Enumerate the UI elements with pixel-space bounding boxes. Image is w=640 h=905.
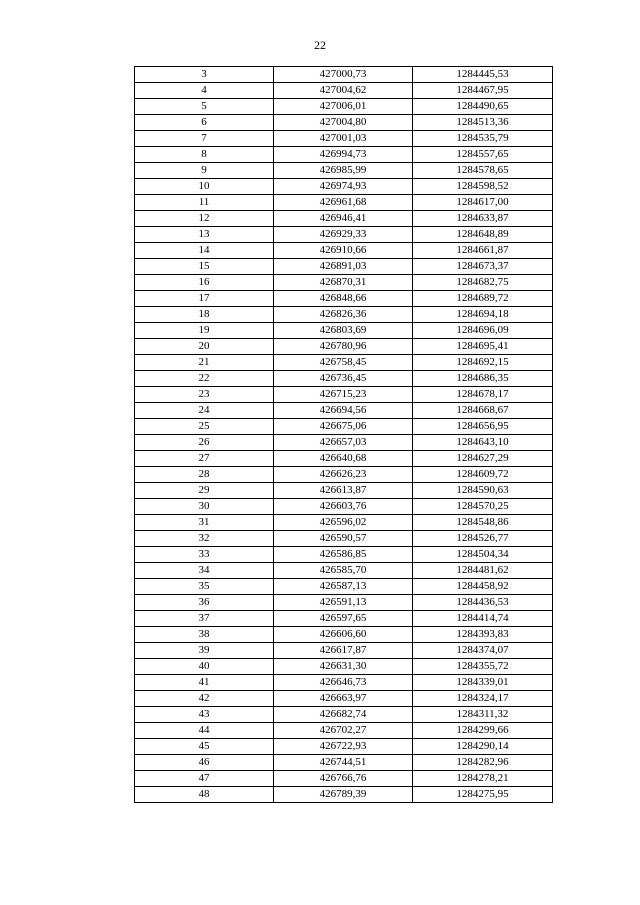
- x-coordinate-cell: 426606,60: [274, 627, 413, 643]
- table-row: [135, 627, 553, 643]
- y-coordinate-cell: 1284275,95: [413, 787, 553, 803]
- x-coordinate-cell: 426826,36: [274, 307, 413, 323]
- y-coordinate-cell: 1284656,95: [413, 419, 553, 435]
- x-coordinate-cell: 426675,06: [274, 419, 413, 435]
- x-coordinate-cell: 426663,97: [274, 691, 413, 707]
- point-number-cell: 10: [135, 179, 274, 195]
- x-coordinate-cell: 426587,13: [274, 579, 413, 595]
- x-coordinate-cell: 426722,93: [274, 739, 413, 755]
- point-number-cell: 46: [135, 755, 274, 771]
- y-coordinate-cell: 1284557,65: [413, 147, 553, 163]
- table-row: [135, 691, 553, 707]
- x-coordinate-cell: 426910,66: [274, 243, 413, 259]
- x-coordinate-cell: 426985,99: [274, 163, 413, 179]
- point-number-cell: 29: [135, 483, 274, 499]
- point-number-cell: 7: [135, 131, 274, 147]
- table-row: [135, 195, 553, 211]
- point-number-cell: 19: [135, 323, 274, 339]
- y-coordinate-cell: 1284668,67: [413, 403, 553, 419]
- x-coordinate-cell: 427004,62: [274, 83, 413, 99]
- table-row: [135, 227, 553, 243]
- point-number-cell: 33: [135, 547, 274, 563]
- y-coordinate-cell: 1284278,21: [413, 771, 553, 787]
- y-coordinate-cell: 1284661,87: [413, 243, 553, 259]
- y-coordinate-cell: 1284648,89: [413, 227, 553, 243]
- y-coordinate-cell: 1284374,07: [413, 643, 553, 659]
- table-row: [135, 211, 553, 227]
- y-coordinate-cell: 1284686,35: [413, 371, 553, 387]
- point-number-cell: 22: [135, 371, 274, 387]
- y-coordinate-cell: 1284393,83: [413, 627, 553, 643]
- x-coordinate-cell: 426694,56: [274, 403, 413, 419]
- y-coordinate-cell: 1284526,77: [413, 531, 553, 547]
- x-coordinate-cell: 426590,57: [274, 531, 413, 547]
- point-number-cell: 43: [135, 707, 274, 723]
- table-row: [135, 467, 553, 483]
- page-number: 22: [314, 38, 326, 52]
- y-coordinate-cell: 1284689,72: [413, 291, 553, 307]
- y-coordinate-cell: 1284578,65: [413, 163, 553, 179]
- x-coordinate-cell: 426803,69: [274, 323, 413, 339]
- x-coordinate-cell: 426646,73: [274, 675, 413, 691]
- point-number-cell: 25: [135, 419, 274, 435]
- table-row: [135, 67, 553, 83]
- table-row: [135, 83, 553, 99]
- x-coordinate-cell: 426631,30: [274, 659, 413, 675]
- x-coordinate-cell: 426617,87: [274, 643, 413, 659]
- table-row: [135, 515, 553, 531]
- y-coordinate-cell: 1284311,32: [413, 707, 553, 723]
- table-row: [135, 419, 553, 435]
- x-coordinate-cell: 426682,74: [274, 707, 413, 723]
- y-coordinate-cell: 1284695,41: [413, 339, 553, 355]
- x-coordinate-cell: 427004,80: [274, 115, 413, 131]
- x-coordinate-cell: 426715,23: [274, 387, 413, 403]
- x-coordinate-cell: 426870,31: [274, 275, 413, 291]
- point-number-cell: 14: [135, 243, 274, 259]
- table-row: [135, 147, 553, 163]
- table-row: [135, 387, 553, 403]
- table-row: [135, 435, 553, 451]
- y-coordinate-cell: 1284436,53: [413, 595, 553, 611]
- table-row: [135, 595, 553, 611]
- table-row: [135, 547, 553, 563]
- point-number-cell: 15: [135, 259, 274, 275]
- point-number-cell: 35: [135, 579, 274, 595]
- x-coordinate-cell: 426891,03: [274, 259, 413, 275]
- table-row: [135, 723, 553, 739]
- x-coordinate-cell: 426929,33: [274, 227, 413, 243]
- y-coordinate-cell: 1284617,00: [413, 195, 553, 211]
- table-row: [135, 707, 553, 723]
- table-row: [135, 755, 553, 771]
- table-row: [135, 451, 553, 467]
- table-row: [135, 579, 553, 595]
- point-number-cell: 5: [135, 99, 274, 115]
- point-number-cell: 31: [135, 515, 274, 531]
- y-coordinate-cell: 1284535,79: [413, 131, 553, 147]
- table-row: [135, 643, 553, 659]
- coordinates-table: [134, 66, 553, 803]
- x-coordinate-cell: 426596,02: [274, 515, 413, 531]
- point-number-cell: 24: [135, 403, 274, 419]
- y-coordinate-cell: 1284299,66: [413, 723, 553, 739]
- point-number-cell: 30: [135, 499, 274, 515]
- x-coordinate-cell: 427001,03: [274, 131, 413, 147]
- point-number-cell: 27: [135, 451, 274, 467]
- table-row: [135, 499, 553, 515]
- point-number-cell: 34: [135, 563, 274, 579]
- y-coordinate-cell: 1284548,86: [413, 515, 553, 531]
- x-coordinate-cell: 426657,03: [274, 435, 413, 451]
- x-coordinate-cell: 426758,45: [274, 355, 413, 371]
- table-row: [135, 275, 553, 291]
- y-coordinate-cell: 1284290,14: [413, 739, 553, 755]
- point-number-cell: 47: [135, 771, 274, 787]
- y-coordinate-cell: 1284633,87: [413, 211, 553, 227]
- point-number-cell: 44: [135, 723, 274, 739]
- point-number-cell: 42: [135, 691, 274, 707]
- y-coordinate-cell: 1284627,29: [413, 451, 553, 467]
- table-row: [135, 99, 553, 115]
- point-number-cell: 17: [135, 291, 274, 307]
- table-row: [135, 243, 553, 259]
- point-number-cell: 20: [135, 339, 274, 355]
- table-row: [135, 131, 553, 147]
- table-row: [135, 675, 553, 691]
- table-row: [135, 563, 553, 579]
- point-number-cell: 3: [135, 67, 274, 83]
- table-row: [135, 179, 553, 195]
- table-row: [135, 483, 553, 499]
- table-row: [135, 371, 553, 387]
- x-coordinate-cell: 426780,96: [274, 339, 413, 355]
- y-coordinate-cell: 1284692,15: [413, 355, 553, 371]
- y-coordinate-cell: 1284643,10: [413, 435, 553, 451]
- table-row: [135, 611, 553, 627]
- point-number-cell: 16: [135, 275, 274, 291]
- y-coordinate-cell: 1284467,95: [413, 83, 553, 99]
- y-coordinate-cell: 1284682,75: [413, 275, 553, 291]
- x-coordinate-cell: 426640,68: [274, 451, 413, 467]
- x-coordinate-cell: 426974,93: [274, 179, 413, 195]
- y-coordinate-cell: 1284490,65: [413, 99, 553, 115]
- table-row: [135, 115, 553, 131]
- point-number-cell: 41: [135, 675, 274, 691]
- table-row: [135, 259, 553, 275]
- coordinates-table-body: [135, 67, 553, 803]
- x-coordinate-cell: 426994,73: [274, 147, 413, 163]
- x-coordinate-cell: 426744,51: [274, 755, 413, 771]
- y-coordinate-cell: 1284570,25: [413, 499, 553, 515]
- point-number-cell: 12: [135, 211, 274, 227]
- table-row: [135, 659, 553, 675]
- y-coordinate-cell: 1284324,17: [413, 691, 553, 707]
- y-coordinate-cell: 1284696,09: [413, 323, 553, 339]
- y-coordinate-cell: 1284513,36: [413, 115, 553, 131]
- x-coordinate-cell: 426597,65: [274, 611, 413, 627]
- point-number-cell: 9: [135, 163, 274, 179]
- point-number-cell: 37: [135, 611, 274, 627]
- x-coordinate-cell: 427000,73: [274, 67, 413, 83]
- point-number-cell: 45: [135, 739, 274, 755]
- y-coordinate-cell: 1284694,18: [413, 307, 553, 323]
- table-row: [135, 163, 553, 179]
- y-coordinate-cell: 1284598,52: [413, 179, 553, 195]
- x-coordinate-cell: 426736,45: [274, 371, 413, 387]
- y-coordinate-cell: 1284481,62: [413, 563, 553, 579]
- table-row: [135, 355, 553, 371]
- table-row: [135, 323, 553, 339]
- y-coordinate-cell: 1284590,63: [413, 483, 553, 499]
- table-row: [135, 787, 553, 803]
- y-coordinate-cell: 1284355,72: [413, 659, 553, 675]
- point-number-cell: 13: [135, 227, 274, 243]
- y-coordinate-cell: 1284282,96: [413, 755, 553, 771]
- point-number-cell: 38: [135, 627, 274, 643]
- point-number-cell: 11: [135, 195, 274, 211]
- table-row: [135, 403, 553, 419]
- x-coordinate-cell: 426702,27: [274, 723, 413, 739]
- point-number-cell: 21: [135, 355, 274, 371]
- y-coordinate-cell: 1284678,17: [413, 387, 553, 403]
- y-coordinate-cell: 1284339,01: [413, 675, 553, 691]
- x-coordinate-cell: 426946,41: [274, 211, 413, 227]
- x-coordinate-cell: 426591,13: [274, 595, 413, 611]
- y-coordinate-cell: 1284673,37: [413, 259, 553, 275]
- point-number-cell: 8: [135, 147, 274, 163]
- x-coordinate-cell: 427006,01: [274, 99, 413, 115]
- point-number-cell: 48: [135, 787, 274, 803]
- y-coordinate-cell: 1284445,53: [413, 67, 553, 83]
- point-number-cell: 4: [135, 83, 274, 99]
- x-coordinate-cell: 426586,85: [274, 547, 413, 563]
- x-coordinate-cell: 426961,68: [274, 195, 413, 211]
- x-coordinate-cell: 426848,66: [274, 291, 413, 307]
- y-coordinate-cell: 1284414,74: [413, 611, 553, 627]
- point-number-cell: 26: [135, 435, 274, 451]
- point-number-cell: 40: [135, 659, 274, 675]
- point-number-cell: 28: [135, 467, 274, 483]
- x-coordinate-cell: 426585,70: [274, 563, 413, 579]
- table-row: [135, 771, 553, 787]
- point-number-cell: 32: [135, 531, 274, 547]
- x-coordinate-cell: 426603,76: [274, 499, 413, 515]
- point-number-cell: 6: [135, 115, 274, 131]
- point-number-cell: 39: [135, 643, 274, 659]
- x-coordinate-cell: 426626,23: [274, 467, 413, 483]
- point-number-cell: 36: [135, 595, 274, 611]
- y-coordinate-cell: 1284504,34: [413, 547, 553, 563]
- table-row: [135, 739, 553, 755]
- table-row: [135, 531, 553, 547]
- table-row: [135, 291, 553, 307]
- x-coordinate-cell: 426766,76: [274, 771, 413, 787]
- table-row: [135, 307, 553, 323]
- point-number-cell: 23: [135, 387, 274, 403]
- x-coordinate-cell: 426789,39: [274, 787, 413, 803]
- y-coordinate-cell: 1284458,92: [413, 579, 553, 595]
- x-coordinate-cell: 426613,87: [274, 483, 413, 499]
- table-row: [135, 339, 553, 355]
- y-coordinate-cell: 1284609,72: [413, 467, 553, 483]
- point-number-cell: 18: [135, 307, 274, 323]
